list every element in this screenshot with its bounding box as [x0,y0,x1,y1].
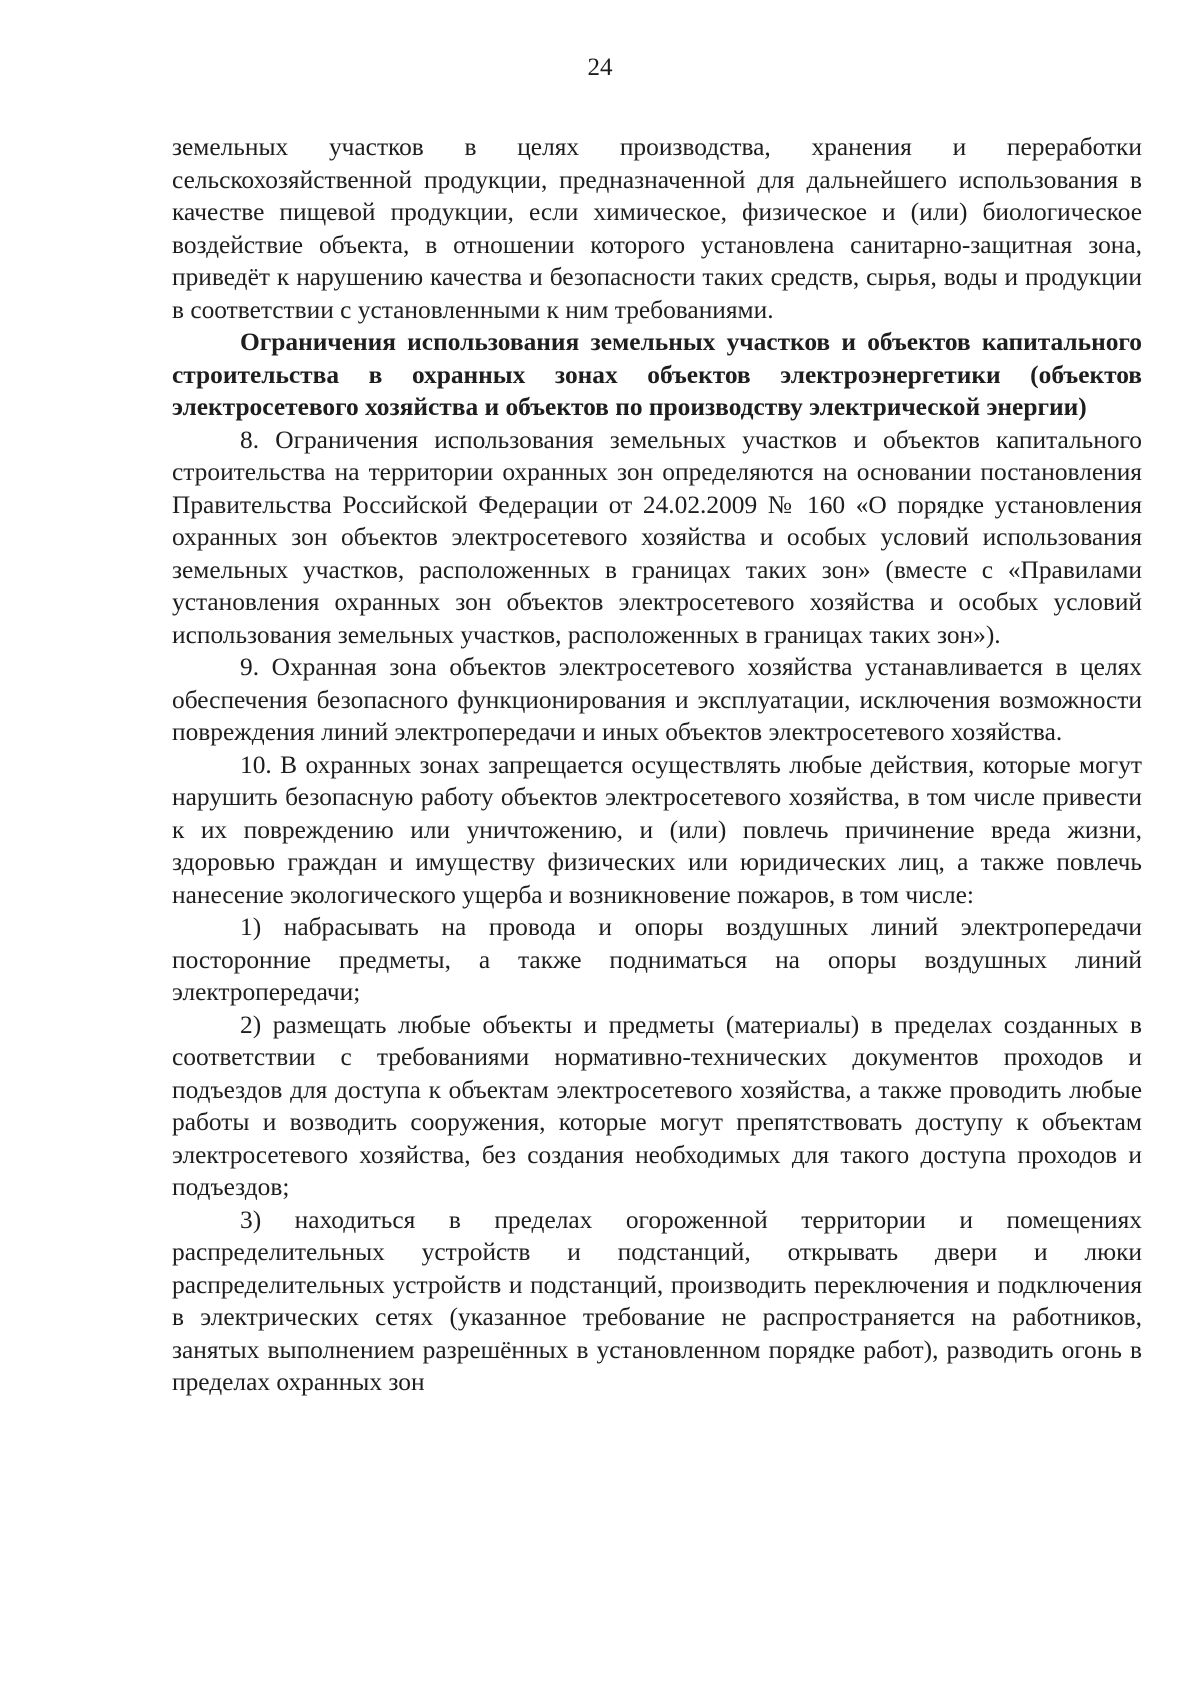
paragraph-10: 10. В охранных зонах запрещается осуществлять любые действия, которые могут нарушить безопасную работу объектов электросетевого хозяйства, в том числе привести к их повреждению или уничтожению, и (или) повлечь причинение вреда жизни, здоровью граждан и имуществу физических или юридических лиц, а также повлечь нанесение экологического ущерба и возникновение пожаров, в том числе: [172,750,1142,909]
list-item-1: 1) набрасывать на провода и опоры воздушных линий электропередачи посторонние предметы, а также подниматься на опоры воздушных линий электропередачи; [172,913,1142,1006]
list-item-3: 3) находиться в пределах огороженной территории и помещениях распределительных устройств и подстанций, открывать двери и люки распределительных устройств и подстанций, производить переключения и подключения в электрических сетях (указанное требование не распространяется на работников, занятых выполнением разрешённых в установленном порядке работ), разводить огонь в пределах охранных зон [172,1205,1142,1396]
paragraph-8: 8. Ограничения использования земельных участков и объектов капитального строительства на территории охранных зон определяются на основании постановления Правительства Российской Федерации от 24.02.2009 № 160 «О порядке установления охранных зон объектов электросетевого хозяйства и особых условий использования земельных участков, расположенных в границах таких зон» (вместе с «Правилами установления охранных зон объектов электросетевого хозяйства и особых условий использования земельных участков, расположенных в границах таких зон»). [172,425,1142,649]
paragraph-9: 9. Охранная зона объектов электросетевого хозяйства устанавливается в целях обеспечения безопасного функционирования и эксплуатации, исключения возможности повреждения линий электропередачи и иных объектов электросетевого хозяйства. [172,653,1142,746]
section-heading: Ограничения использования земельных участков и объектов капитального строительства в охранных зонах объектов электроэнергетики (объектов электросетевого хозяйства и объектов по производству электрической энергии) [172,328,1142,421]
document-body [172,131,1142,1399]
paragraph-continuation: земельных участков в целях производства, хранения и переработки сельскохозяйственной продукции, предназначенной для дальнейшего использования в качестве пищевой продукции, если химическое, физическое и (или) биологическое воздействие объекта, в отношении которого установлена санитарно-защитная зона, приведёт к нарушению качества и безопасности таких средств, сырья, воды и продукции в соответствии с установленными к ним требованиями. [172,133,1142,324]
page-number: 24 [587,54,613,81]
list-item-2: 2) размещать любые объекты и предметы (материалы) в пределах созданных в соответствии с требованиями нормативно-технических документов проходов и подъездов для доступа к объектам электросетевого хозяйства, а также проводить любые работы и возводить сооружения, которые могут препятствовать доступу к объектам электросетевого хозяйства, без создания необходимых для такого доступа проходов и подъездов; [172,1010,1142,1201]
